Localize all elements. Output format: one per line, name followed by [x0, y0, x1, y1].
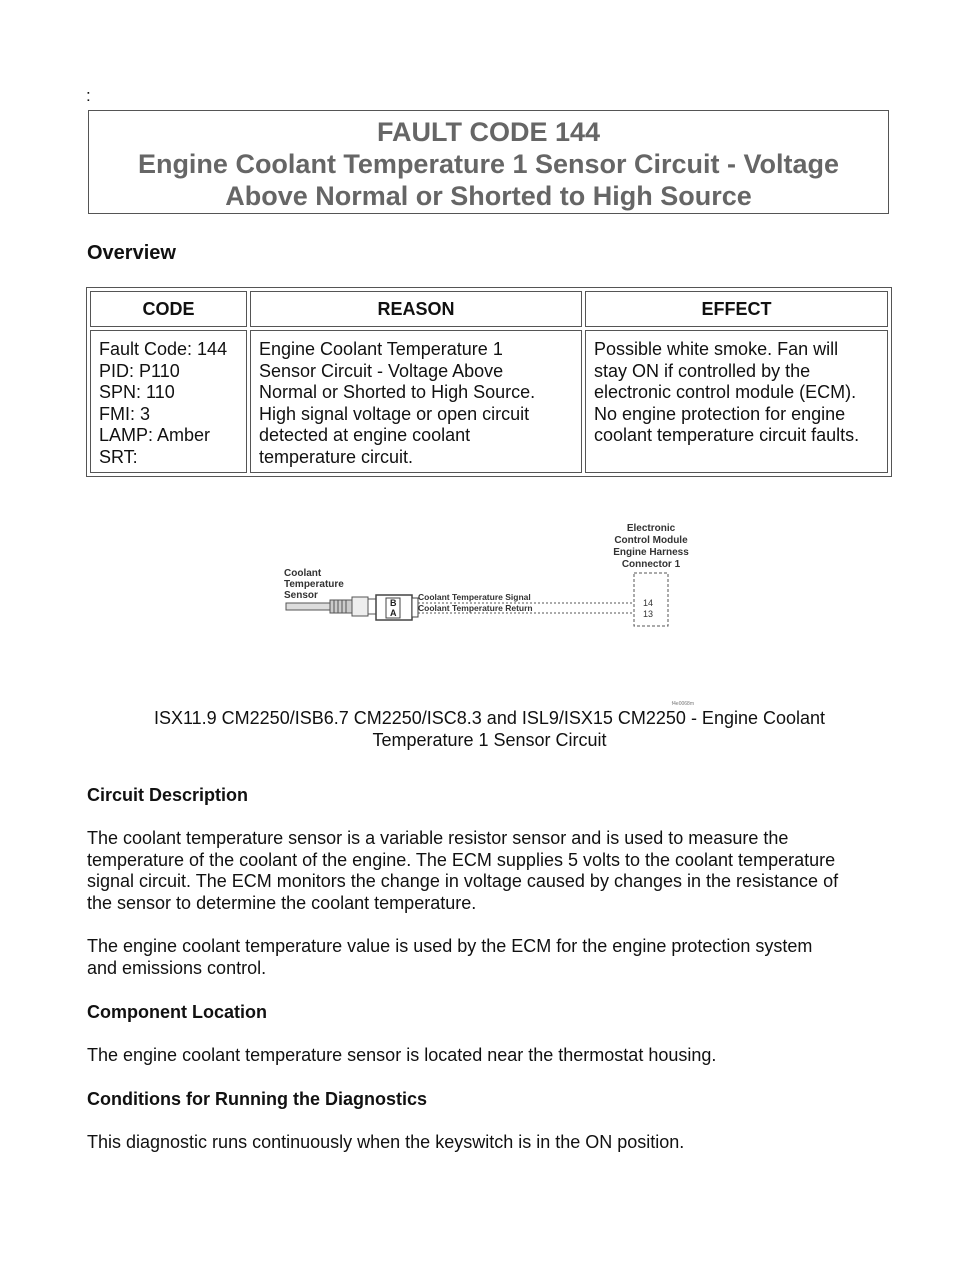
code-line: PID: P110: [99, 360, 180, 381]
fault-description-line2: Above Normal or Shorted to High Source: [225, 181, 752, 211]
reason-line: temperature circuit.: [259, 446, 414, 467]
paragraph-line: the sensor to determine the coolant temperature.: [87, 893, 477, 914]
return-wire-label: Coolant Temperature Return: [418, 603, 533, 613]
fault-description-line1: Engine Coolant Temperature 1 Sensor Circuit - Voltage: [137, 149, 840, 179]
column-header-code: CODE: [90, 291, 247, 327]
caption-line: Temperature 1 Sensor Circuit: [372, 730, 607, 750]
reason-line: detected at engine coolant: [259, 425, 471, 445]
reason-line: Engine Coolant Temperature 1: [259, 339, 503, 359]
ecm-label-line: Electronic: [626, 523, 676, 534]
effect-line: No engine protection for engine: [594, 403, 846, 424]
reason-cell: [250, 330, 582, 473]
circuit-description-heading: Circuit Description: [87, 785, 249, 805]
code-line: SPN: 110: [99, 382, 175, 402]
circuit-description-paragraph-1: [87, 828, 897, 915]
reason-line: Normal or Shorted to High Source.: [259, 382, 536, 402]
component-location-text: [87, 1045, 897, 1067]
sensor-label-line: Coolant: [284, 568, 322, 579]
figure-id: f4e0068m: [671, 701, 694, 707]
component-location-heading: Component Location: [87, 1002, 267, 1022]
caption-line: ISX11.9 CM2250/ISB6.7 CM2250/ISC8.3 and ISL9/ISX15 CM2250 - Engine Coolant: [153, 708, 826, 728]
paragraph-line: This diagnostic runs continuously when the keyswitch is in the ON position.: [87, 1132, 685, 1152]
connector-pin-a: A: [390, 608, 397, 618]
code-line: Fault Code: 144: [99, 339, 228, 359]
reason-line: Sensor Circuit - Voltage Above: [259, 360, 504, 381]
sensor-harness-connector: [376, 595, 418, 620]
conditions-heading: Conditions for Running the Diagnostics: [87, 1089, 427, 1109]
paragraph-line: and emissions control.: [87, 957, 267, 978]
code-cell: [90, 330, 247, 473]
paragraph-line: signal circuit. The ECM monitors the change in voltage caused by changes in the resistance of: [87, 871, 839, 892]
sensor-label-line: Sensor: [284, 590, 318, 601]
column-header-effect: EFFECT: [585, 291, 888, 327]
ecm-pin-13: 13: [643, 609, 654, 619]
top-mark: :: [86, 86, 91, 105]
effect-line: stay ON if controlled by the: [594, 360, 811, 381]
effect-line: Possible white smoke. Fan will: [594, 339, 839, 359]
ecm-label-line: Engine Harness: [613, 547, 689, 558]
fault-code-title: FAULT CODE 144: [376, 117, 601, 147]
ecm-label-line: Control Module: [614, 535, 688, 546]
conditions-text: [87, 1132, 897, 1154]
paragraph-line: The engine coolant temperature sensor is located near the thermostat housing.: [87, 1045, 717, 1065]
sensor-label-line: Temperature: [284, 579, 344, 590]
signal-wire-label: Coolant Temperature Signal: [418, 592, 531, 602]
fault-table: [86, 287, 892, 477]
connector-pin-b: B: [390, 598, 397, 608]
circuit-description-paragraph-2: [87, 936, 897, 979]
column-header-reason: REASON: [250, 291, 582, 327]
effect-line: electronic control module (ECM).: [594, 382, 857, 402]
effect-line: coolant temperature circuit faults.: [594, 425, 860, 445]
figure-caption: [100, 707, 879, 751]
paragraph-line: temperature of the coolant of the engine. The ECM supplies 5 volts to the coolant temperature: [87, 849, 836, 870]
table-row: [90, 330, 888, 473]
overview-heading: Overview: [87, 242, 176, 264]
ecm-label-line: Connector 1: [621, 559, 681, 570]
effect-cell: [585, 330, 888, 473]
code-line: SRT:: [99, 446, 138, 467]
table-header-row: [90, 291, 888, 327]
paragraph-line: The engine coolant temperature value is used by the ECM for the engine protection system: [87, 936, 813, 956]
ecm-pin-14: 14: [643, 598, 654, 608]
circuit-diagram: [270, 515, 710, 710]
paragraph-line: The coolant temperature sensor is a variable resistor sensor and is used to measure the: [87, 828, 789, 848]
fault-title-box: [88, 110, 889, 214]
reason-line: High signal voltage or open circuit: [259, 403, 530, 424]
code-line: FMI: 3: [99, 403, 151, 424]
code-line: LAMP: Amber: [99, 425, 211, 445]
